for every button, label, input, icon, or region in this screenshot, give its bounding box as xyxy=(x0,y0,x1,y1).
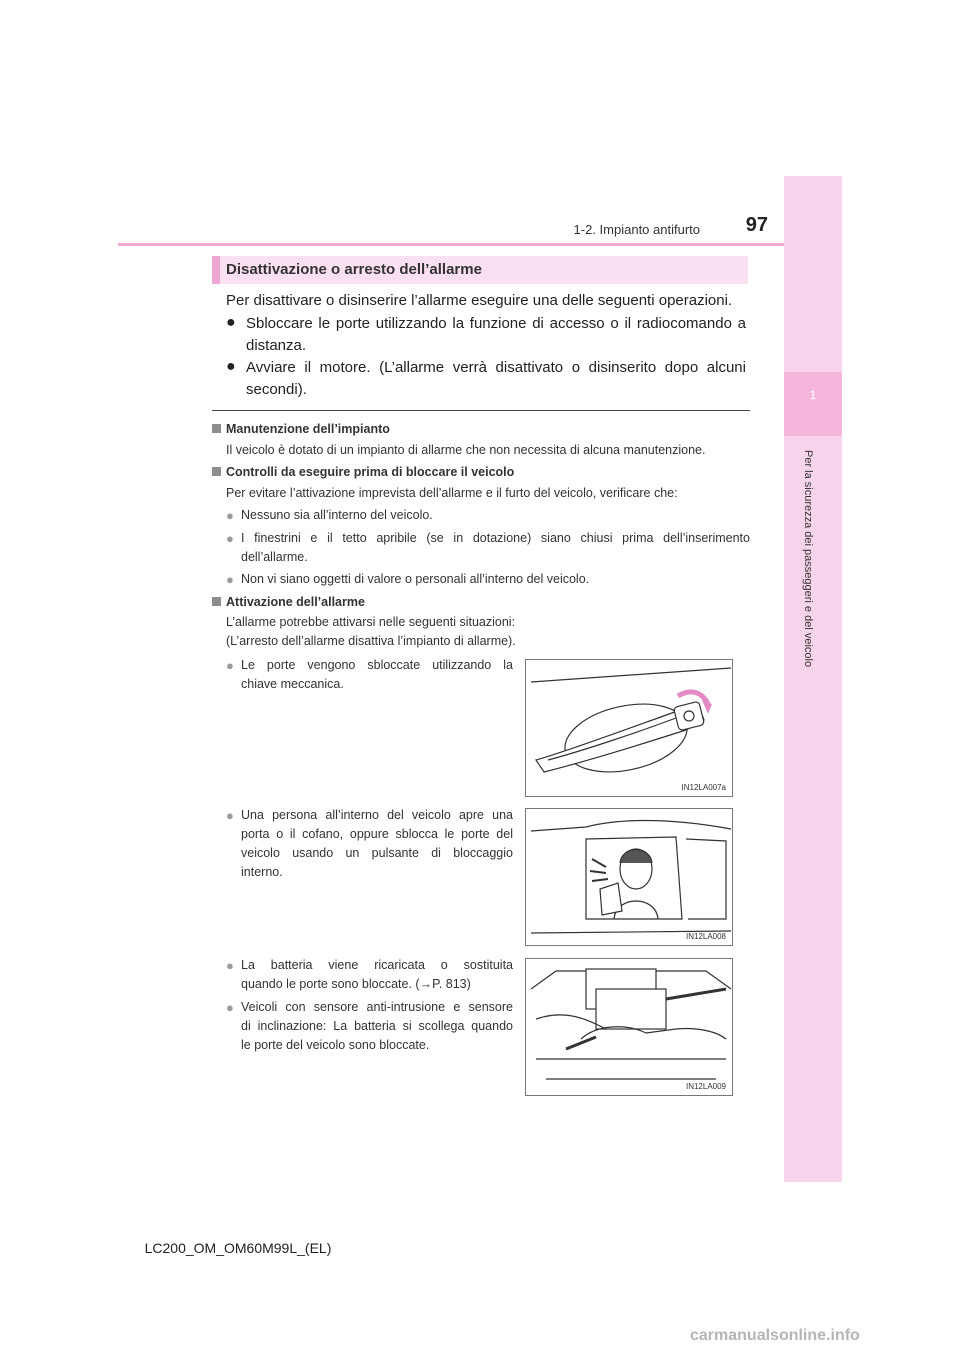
note-title-text: Attivazione dell’allarme xyxy=(226,595,365,609)
activation-bullet: Una persona all’interno del veicolo apre una xyxy=(241,808,513,822)
bullet-icon: ● xyxy=(226,358,236,375)
figure-code: IN12LA009 xyxy=(685,1082,726,1091)
circle-bullet-icon: ● xyxy=(226,508,234,523)
note-bullet: Nessuno sia all’interno del veicolo. xyxy=(241,508,433,522)
note-title xyxy=(212,463,514,482)
door-handle-illustration xyxy=(526,660,732,796)
page-number: 97 xyxy=(745,214,768,236)
figure-door-handle xyxy=(525,659,733,797)
figure-person-in-car xyxy=(525,808,733,946)
watermark: carmanualsonline.info xyxy=(690,1327,860,1344)
chapter-title: Per la sicurezza dei passeggeri e del veicolo xyxy=(802,450,814,668)
note-text: (L’arresto dell’allarme disattiva l’impianto di allarme). xyxy=(226,634,516,648)
battery-illustration xyxy=(526,959,732,1095)
chapter-number: 1 xyxy=(809,388,817,402)
figure-code: IN12LA007a xyxy=(681,783,726,792)
circle-bullet-icon: ● xyxy=(226,958,234,973)
bullet-icon: ● xyxy=(226,314,236,331)
document-footer-code: LC200_OM_OM60M99L_(EL) xyxy=(144,1240,332,1256)
activation-bullet: La batteria viene ricaricata o sostituita xyxy=(241,958,513,972)
activation-bullet-cont: chiave meccanica. xyxy=(241,677,344,691)
note-bullet: I finestrini e il tetto apribile (se in dotazione) siano chiusi prima dell’inserimento xyxy=(241,531,750,545)
circle-bullet-icon: ● xyxy=(226,572,234,587)
note-title xyxy=(212,593,365,612)
note-text: Per evitare l’attivazione imprevista dell’allarme e il furto del veicolo, verificare che: xyxy=(226,486,678,500)
section-label: 1-2. Impianto antifurto xyxy=(573,222,700,237)
header-divider xyxy=(118,243,840,246)
note-text: L’allarme potrebbe attivarsi nelle seguenti situazioni: xyxy=(226,615,516,629)
circle-bullet-icon: ● xyxy=(226,658,234,673)
circle-bullet-icon: ● xyxy=(226,808,234,823)
intro-text: Per disattivare o disinserire l’allarme eseguire una delle seguenti operazioni. xyxy=(226,292,733,309)
activation-bullet: Le porte vengono sbloccate utilizzando la xyxy=(241,658,513,672)
note-title xyxy=(212,420,390,439)
note-bullet-cont: dell’allarme. xyxy=(241,550,308,564)
square-bullet-icon xyxy=(212,424,221,433)
main-bullet-2-line1: Avviare il motore. (L’allarme verrà disattivato o disinserito dopo alcuni xyxy=(246,359,746,376)
chapter-title-vertical xyxy=(800,450,818,710)
note-text: Il veicolo è dotato di un impianto di allarme che non necessita di alcuna manutenzione. xyxy=(226,443,706,457)
figure-code: IN12LA008 xyxy=(685,932,726,941)
square-bullet-icon xyxy=(212,597,221,606)
person-in-car-illustration xyxy=(526,809,732,945)
main-bullet-2-line2: secondi). xyxy=(246,381,307,398)
activation-bullet-cont: porta o il cofano, oppure sblocca le porte del xyxy=(241,827,513,841)
section-rule xyxy=(212,410,750,411)
note-title-text: Controlli da eseguire prima di bloccare il veicolo xyxy=(226,465,515,479)
activation-bullet-cont: veicolo usando un pulsante di bloccaggio xyxy=(241,846,513,860)
note-title-text: Manutenzione dell’impianto xyxy=(226,422,390,436)
activation-bullet-cont: di inclinazione: La batteria si scollega quando xyxy=(241,1019,513,1033)
main-bullet-1-line2: distanza. xyxy=(246,337,307,354)
activation-bullet: Veicoli con sensore anti-intrusione e sensore xyxy=(241,1000,513,1014)
note-bullet: Non vi siano oggetti di valore o personali all’interno del veicolo. xyxy=(241,572,590,586)
circle-bullet-icon: ● xyxy=(226,531,234,546)
circle-bullet-icon: ● xyxy=(226,1000,234,1015)
square-bullet-icon xyxy=(212,467,221,476)
chapter-number-block xyxy=(784,372,842,436)
section-heading: Disattivazione o arresto dell’allarme xyxy=(226,261,482,278)
activation-bullet-cont: interno. xyxy=(241,865,283,879)
figure-battery xyxy=(525,958,733,1096)
activation-bullet-cont: le porte del veicolo sono bloccate. xyxy=(241,1038,430,1052)
main-bullet-1-line1: Sbloccare le porte utilizzando la funzione di accesso o il radiocomando a xyxy=(246,315,746,332)
activation-bullet-cont: quando le porte sono bloccate. (→P. 813) xyxy=(241,977,471,991)
